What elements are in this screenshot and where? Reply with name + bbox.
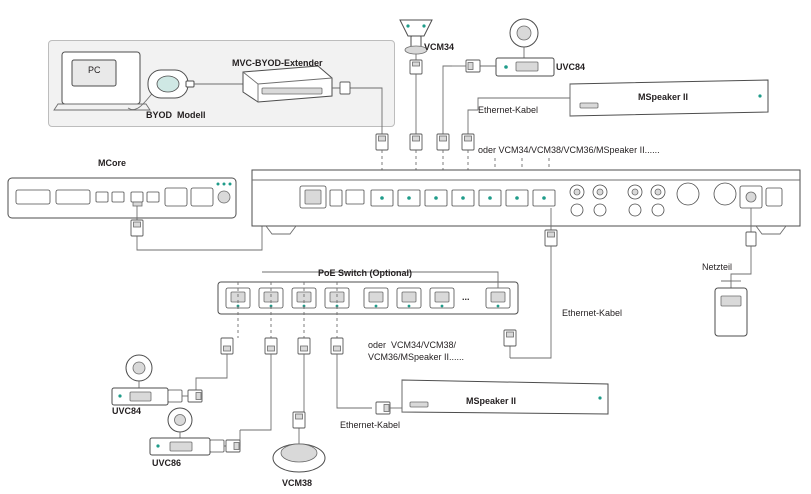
- ethernet-right-label: Ethernet-Kabel: [562, 308, 623, 318]
- vcm34-top-label: VCM34: [424, 42, 455, 52]
- uvc84-top-label: UVC84: [556, 62, 586, 72]
- vcm34-top-plug: [410, 60, 422, 74]
- mspeaker-bottom-label: MSpeaker II: [466, 396, 517, 406]
- oder-mid-line1-label: oder VCM34/VCM38/: [368, 340, 457, 350]
- power-plug: [746, 232, 756, 246]
- poe-switch-label: PoE Switch (Optional): [318, 268, 412, 278]
- byod-plug: [340, 82, 350, 94]
- byod-extender: [243, 66, 332, 102]
- mcore-device: [8, 178, 236, 218]
- vcm38-bottom-label: VCM38: [282, 478, 313, 488]
- top-plug-row: [376, 134, 474, 150]
- uvc84-bottom-plug: [188, 390, 202, 402]
- uvc84-top-device: [496, 19, 554, 76]
- oder-mid-line2-label: VCM36/MSpeaker II......: [368, 352, 465, 362]
- ethernet-top-label: Ethernet-Kabel: [478, 105, 539, 115]
- netzteil-label: Netzteil: [702, 262, 733, 272]
- mcore-label: MCore: [98, 158, 127, 168]
- mspeaker-bottom-plug: [376, 402, 390, 414]
- poe-switch-device: [218, 282, 518, 314]
- extender-label: MVC-BYOD-Extender: [232, 58, 323, 68]
- mcore-plug: [131, 220, 143, 236]
- uvc86-bottom-plug: [226, 440, 240, 452]
- uvc84-bottom-device: [112, 355, 182, 405]
- main-device-bar: [252, 170, 800, 234]
- uvc84-bottom-label: UVC84: [112, 406, 142, 416]
- netzteil-device: [715, 281, 747, 336]
- byod-dongle: [148, 70, 194, 98]
- pc-laptop: [54, 52, 150, 110]
- byod-group-label: BYOD Modell: [146, 110, 206, 120]
- vcm38-bottom-device: [273, 412, 325, 472]
- ethernet-bottom-label: Ethernet-Kabel: [340, 420, 401, 430]
- oder-top-label: oder VCM34/VCM38/VCM36/MSpeaker II......: [478, 145, 660, 155]
- poe-bottom-plug-row: [221, 338, 343, 354]
- bar-bottom-plug: [545, 230, 557, 246]
- uvc86-bottom-device: [150, 408, 224, 455]
- uvc84-top-plug: [466, 60, 480, 72]
- ethernet-right-plug: [504, 330, 516, 346]
- mspeaker-top-label: MSpeaker II: [638, 92, 689, 102]
- pc-label: PC: [88, 65, 101, 75]
- uvc86-bottom-label: UVC86: [152, 458, 182, 468]
- poe-ellipsis-label: ...: [462, 292, 470, 302]
